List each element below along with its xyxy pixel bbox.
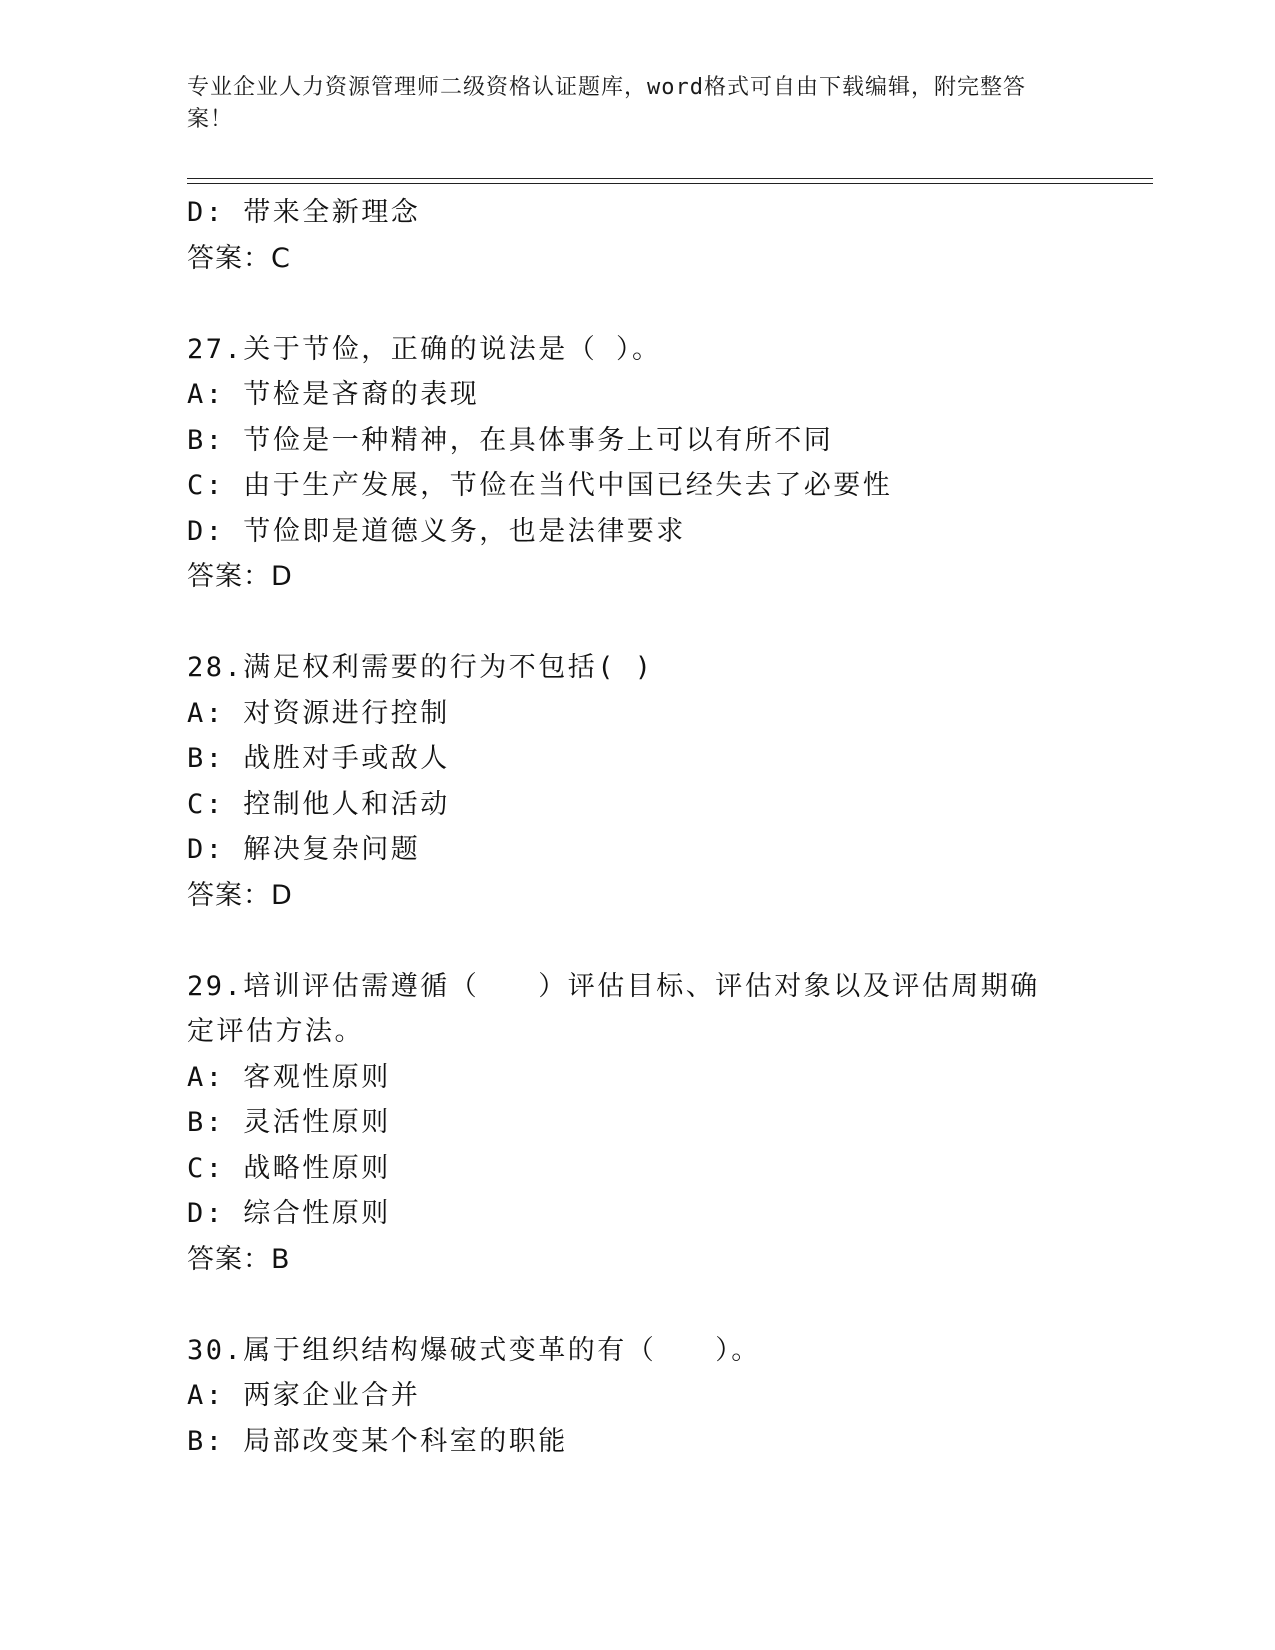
option-b: B: 节俭是一种精神，在具体事务上可以有所不同: [187, 424, 834, 456]
option-d: D: 带来全新理念: [187, 197, 421, 228]
spacer: [187, 281, 1087, 327]
option-c: C: 战略性原则: [187, 1152, 391, 1184]
option-a: A: 客观性原则: [187, 1061, 391, 1093]
answer-line: 答案：D: [187, 879, 293, 911]
option-b: B: 战胜对手或敌人: [187, 743, 450, 774]
option-c: C: 由于生产发展，节俭在当代中国已经失去了必要性: [187, 470, 893, 501]
answer-line: 答案：B: [187, 1243, 291, 1275]
question-stem: 28.满足权利需要的行为不包括( ): [187, 652, 654, 683]
question-list: [187, 190, 1087, 1464]
page-header: 专业企业人力资源管理师二级资格认证题库，word格式可自由下载编辑，附完整答案！: [187, 75, 1026, 132]
question-stem: 27.关于节俭，正确的说法是（ ）。: [187, 333, 662, 365]
option-a: A: 两家企业合并: [187, 1380, 421, 1411]
option-c: C: 控制他人和活动: [187, 788, 450, 820]
spacer: [187, 600, 1087, 646]
answer-line: 答案：D: [187, 561, 293, 592]
option-b: B: 灵活性原则: [187, 1107, 391, 1138]
spacer: [187, 1282, 1087, 1328]
header-divider: [187, 178, 1153, 179]
option-d: D: 节俭即是道德义务，也是法律要求: [187, 515, 686, 547]
answer-line: 答案：C: [187, 242, 291, 274]
question-stem: 30.属于组织结构爆破式变革的有（ ）。: [187, 1334, 761, 1366]
spacer: [187, 918, 1087, 964]
option-a: A: 节检是吝裔的表现: [187, 379, 480, 410]
option-b: B: 局部改变某个科室的职能: [187, 1425, 568, 1457]
header-divider-secondary: [187, 183, 1153, 184]
option-d: D: 解决复杂问题: [187, 834, 421, 865]
option-a: A: 对资源进行控制: [187, 697, 450, 729]
question-stem: 29.培训评估需遵循（ ）评估目标、评估对象以及评估周期确定评估方法。: [187, 970, 1040, 1047]
option-d: D: 综合性原则: [187, 1198, 391, 1229]
